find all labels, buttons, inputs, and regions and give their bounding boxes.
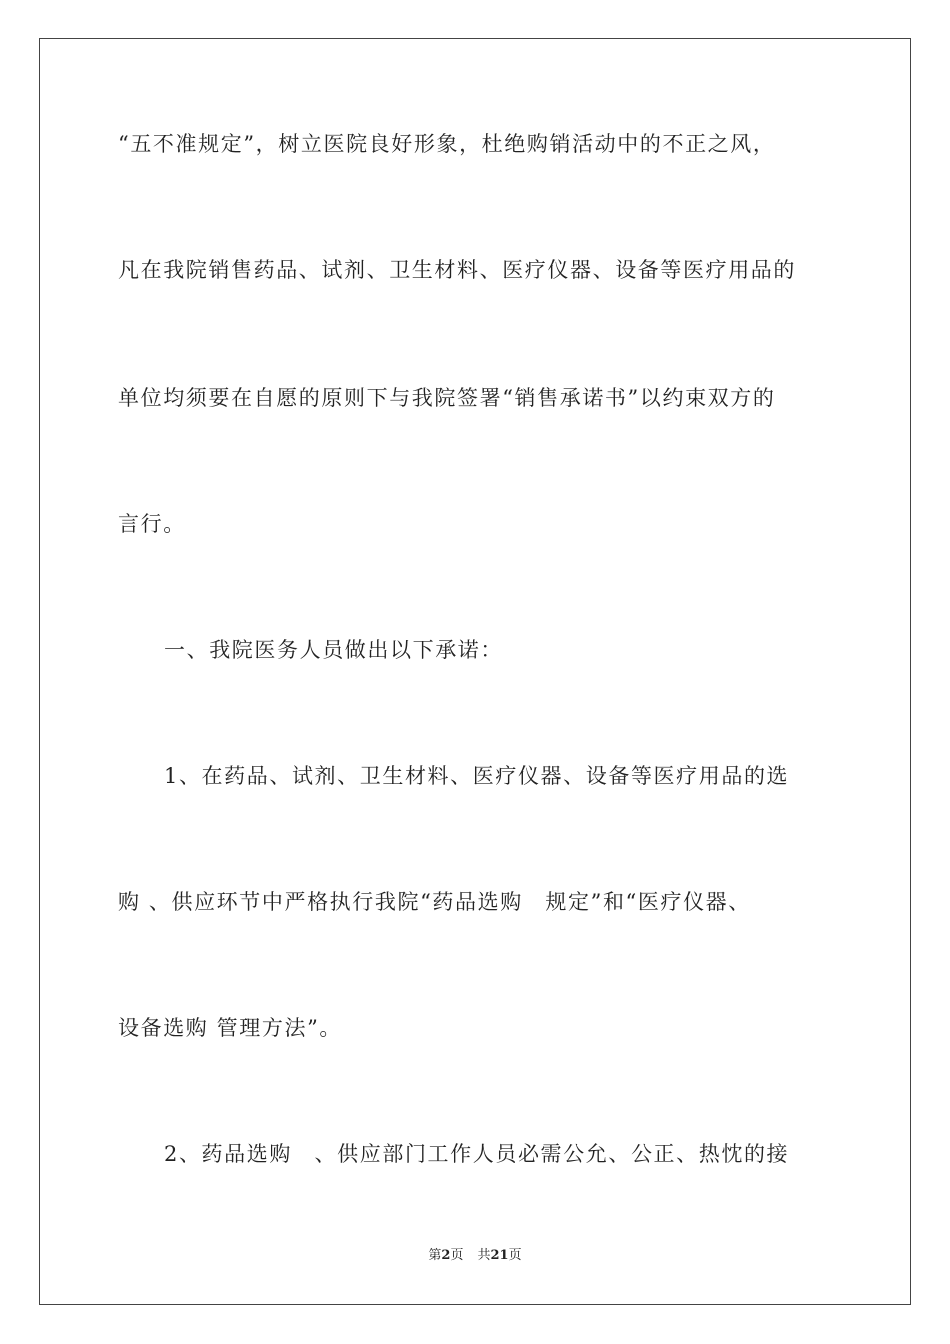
page-border: [39, 38, 911, 1305]
paragraph-line: “五不准规定”，树立医院良好形象，杜绝购销活动中的不正之风，: [118, 132, 776, 156]
total-suffix: 页: [508, 1248, 522, 1263]
paragraph-line: 言行。: [118, 512, 186, 536]
paragraph-line: 单位均须要在自愿的原则下与我院签署“销售承诺书”以约束双方的: [118, 386, 776, 410]
page-suffix: 页: [450, 1248, 464, 1263]
page-number: 2: [441, 1248, 451, 1263]
paragraph-line: 1、在药品、试剂、卫生材料、医疗仪器、设备等医疗用品的选: [164, 764, 790, 788]
total-prefix: 共: [477, 1248, 491, 1263]
paragraph-line: 2、药品选购 、供应部门工作人员必需公允、公正、热忱的接: [164, 1142, 790, 1166]
paragraph-line: 设备选购 管理方法”。: [118, 1016, 343, 1040]
paragraph-line: 凡在我院销售药品、试剂、卫生材料、医疗仪器、设备等医疗用品的: [118, 258, 796, 282]
page-footer: [0, 1247, 950, 1265]
section-heading: 一、我院医务人员做出以下承诺：: [164, 638, 503, 662]
paragraph-line: 购 、供应环节中严格执行我院“药品选购 规定”和“医疗仪器、: [118, 890, 751, 914]
page-prefix: 第: [428, 1248, 442, 1263]
total-pages: 21: [490, 1248, 509, 1263]
